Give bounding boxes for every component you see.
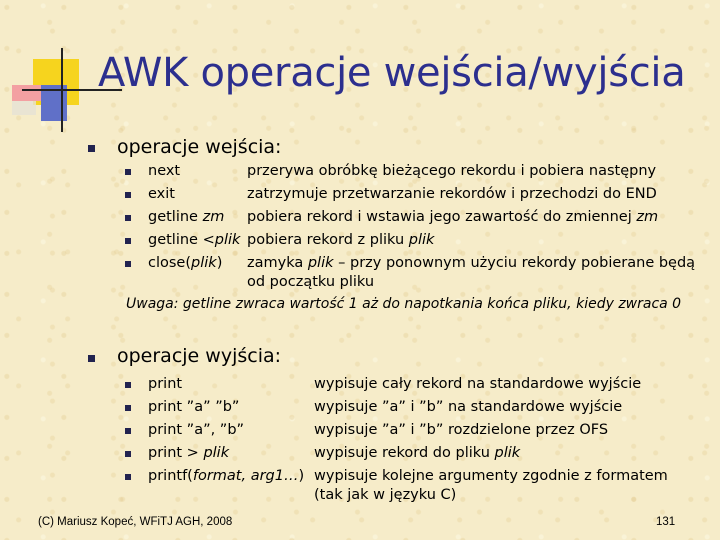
bullet-square-icon	[125, 192, 131, 198]
description-text: – przy ponownym użyciu rekordy pobierane będą	[333, 255, 696, 271]
command-suffix: )	[298, 468, 305, 484]
command-text: exit	[148, 186, 175, 202]
description-italic-text: plik	[307, 255, 334, 271]
description-italic-text: plik	[494, 445, 521, 461]
command-text: print >	[148, 445, 204, 461]
bullet-square-icon	[125, 451, 131, 457]
output-command	[148, 375, 182, 393]
command-italic-text: format, arg1…	[192, 468, 299, 484]
description-text: wypisuje cały rekord na standardowe wyjście	[314, 376, 642, 392]
command-italic-text: plik	[203, 445, 230, 461]
bullet-square-icon	[125, 428, 131, 434]
output-description	[314, 398, 622, 416]
input-command	[148, 254, 222, 272]
command-text: getline <	[148, 232, 215, 248]
command-text: next	[148, 163, 181, 179]
description-text: wypisuje rekord do pliku	[314, 445, 495, 461]
description-italic-text: plik	[408, 232, 435, 248]
bullet-square-icon	[88, 355, 95, 362]
output-description-continuation: (tak jak w języku C)	[314, 487, 457, 503]
description-text: zatrzymuje przetwarzanie rekordów i przechodzi do END	[247, 186, 657, 202]
output-command	[148, 398, 239, 416]
bullet-square-icon	[125, 261, 131, 267]
getline-note: Uwaga: getline zwraca wartość 1 aż do napotkania końca pliku, kiedy zwraca 0	[126, 296, 682, 312]
output-description	[314, 467, 668, 485]
input-description	[247, 208, 658, 226]
description-text: pobiera rekord z pliku	[247, 232, 409, 248]
input-description	[247, 254, 695, 272]
footer-author: (C) Mariusz Kopeć, WFiTJ AGH, 2008	[38, 516, 233, 528]
description-text: wypisuje ”a” i ”b” rozdzielone przez OFS	[314, 422, 609, 438]
output-command	[148, 444, 229, 462]
description-text: zamyka	[247, 255, 308, 271]
description-text: wypisuje ”a” i ”b” na standardowe wyjście	[314, 399, 623, 415]
bullet-square-icon	[125, 215, 131, 221]
input-command	[148, 231, 240, 249]
command-suffix: )	[216, 255, 223, 271]
input-description-continuation: od początku pliku	[247, 274, 375, 290]
input-command	[148, 162, 180, 180]
command-italic-text: zm	[202, 209, 225, 225]
output-description	[314, 421, 608, 439]
bullet-square-icon	[125, 382, 131, 388]
description-text: wypisuje kolejne argumenty zgodnie z formatem	[314, 468, 668, 484]
command-text: printf(	[148, 468, 193, 484]
output-command	[148, 421, 244, 439]
description-text: pobiera rekord i wstawia jego zawartość do zmiennej	[247, 209, 637, 225]
command-italic-text: plik	[191, 255, 217, 271]
bullet-square-icon	[125, 169, 131, 175]
bullet-square-icon	[88, 145, 95, 152]
output-description	[314, 375, 641, 393]
description-italic-text: zm	[636, 209, 659, 225]
input-section-heading: operacje wejścia:	[117, 136, 282, 158]
bullet-square-icon	[125, 238, 131, 244]
slide-title: AWK operacje wejścia/wyjścia	[98, 50, 686, 96]
description-text: przerywa obróbkę bieżącego rekordu i pobiera następny	[247, 163, 657, 179]
command-text: getline	[148, 209, 203, 225]
input-command	[148, 185, 175, 203]
command-italic-text: plik	[214, 232, 241, 248]
input-description	[247, 162, 656, 180]
output-command	[148, 467, 304, 485]
input-command	[148, 208, 224, 226]
command-text: print ”a” ”b”	[148, 399, 240, 415]
command-text: print ”a”, ”b”	[148, 422, 245, 438]
command-text: print	[148, 376, 183, 392]
output-description	[314, 444, 520, 462]
output-section-heading: operacje wyjścia:	[117, 345, 282, 367]
command-text: close(	[148, 255, 192, 271]
page-number: 131	[656, 516, 676, 528]
bullet-square-icon	[125, 405, 131, 411]
bullet-square-icon	[125, 474, 131, 480]
input-description	[247, 231, 434, 249]
input-description	[247, 185, 657, 203]
